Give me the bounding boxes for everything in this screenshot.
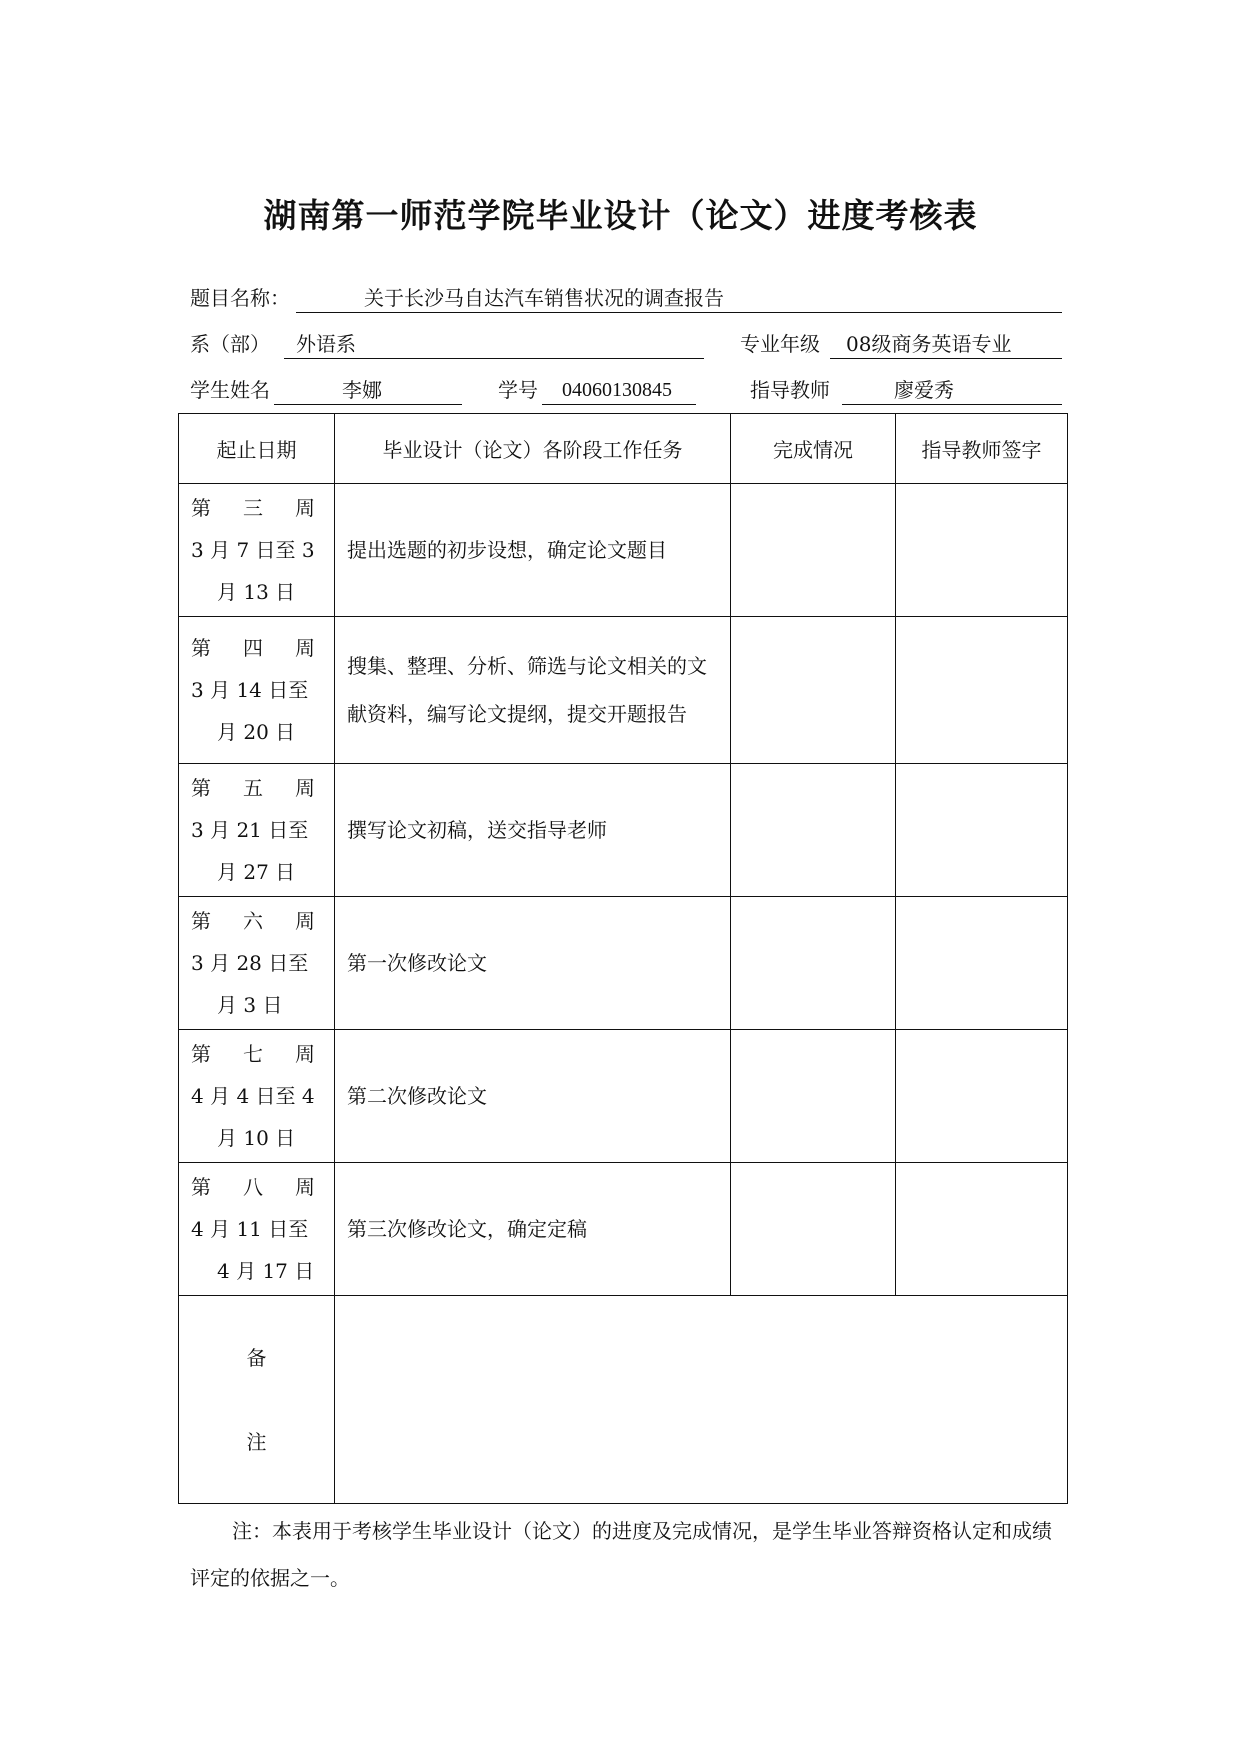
header-date: 起止日期	[179, 414, 335, 484]
status-cell[interactable]	[731, 484, 896, 617]
date-cell	[179, 1030, 335, 1163]
table-row	[179, 764, 1068, 897]
task-cell: 提出选题的初步设想，确定论文题目	[335, 484, 731, 617]
table-row	[179, 1163, 1068, 1296]
task-cell: 搜集、整理、分析、筛选与论文相关的文献资料，编写论文提纲，提交开题报告	[335, 617, 731, 764]
week-name: 第 八 周	[191, 1175, 315, 1199]
week-name: 第 三 周	[191, 496, 315, 520]
status-cell[interactable]	[731, 1030, 896, 1163]
id-underline	[542, 404, 696, 405]
date-cell	[179, 484, 335, 617]
date-start: 3 月 14 日至	[191, 678, 309, 702]
table-row	[179, 617, 1068, 764]
major-underline	[830, 358, 1062, 359]
topic-value: 关于长沙马自达汽车销售状况的调查报告	[364, 286, 724, 310]
remark-label-1: 备	[246, 1345, 267, 1370]
signature-cell[interactable]	[896, 897, 1068, 1030]
topic-line	[190, 282, 1062, 314]
name-value: 李娜	[342, 378, 382, 402]
topic-underline	[296, 312, 1062, 313]
status-cell[interactable]	[731, 897, 896, 1030]
progress-table	[178, 413, 1068, 1504]
signature-cell[interactable]	[896, 1163, 1068, 1296]
date-end: 月 13 日	[217, 580, 296, 604]
dept-value: 外语系	[296, 332, 356, 356]
week-name: 第 四 周	[191, 636, 315, 660]
table-row	[179, 897, 1068, 1030]
dept-label: 系（部）	[190, 332, 270, 356]
task-cell: 第三次修改论文，确定定稿	[335, 1163, 731, 1296]
remark-row	[179, 1296, 1068, 1504]
remark-label-cell	[179, 1296, 335, 1504]
date-cell	[179, 617, 335, 764]
id-label: 学号	[498, 378, 538, 402]
remark-content-cell[interactable]	[335, 1296, 1068, 1504]
week-name: 第 七 周	[191, 1042, 315, 1066]
signature-cell[interactable]	[896, 484, 1068, 617]
date-start: 4 月 4 日至 4	[191, 1084, 315, 1108]
signature-cell[interactable]	[896, 617, 1068, 764]
header-status: 完成情况	[731, 414, 896, 484]
status-cell[interactable]	[731, 1163, 896, 1296]
week-name: 第 六 周	[191, 909, 315, 933]
date-start: 3 月 21 日至	[191, 818, 309, 842]
date-cell	[179, 764, 335, 897]
date-start: 3 月 28 日至	[191, 951, 309, 975]
name-label: 学生姓名	[190, 378, 270, 402]
header-task: 毕业设计（论文）各阶段工作任务	[335, 414, 731, 484]
page-title: 湖南第一师范学院毕业设计（论文）进度考核表	[263, 196, 978, 235]
dept-line	[190, 328, 1062, 360]
table-header-row	[179, 414, 1068, 484]
date-end: 月 20 日	[217, 720, 296, 744]
id-value: 04060130845	[562, 379, 672, 401]
date-end: 4 月 17 日	[217, 1259, 315, 1283]
date-end: 月 10 日	[217, 1126, 296, 1150]
date-start: 3 月 7 日至 3	[191, 538, 315, 562]
student-line	[190, 374, 1062, 406]
date-cell	[179, 897, 335, 1030]
task-cell: 第二次修改论文	[335, 1030, 731, 1163]
major-label: 专业年级	[740, 332, 820, 356]
major-value: 08级商务英语专业	[846, 332, 1012, 356]
header-signature: 指导教师签字	[896, 414, 1068, 484]
date-start: 4 月 11 日至	[191, 1217, 309, 1241]
signature-cell[interactable]	[896, 1030, 1068, 1163]
date-cell	[179, 1163, 335, 1296]
date-end: 月 3 日	[217, 993, 283, 1017]
name-underline	[274, 404, 462, 405]
topic-label: 题目名称：	[190, 286, 290, 310]
status-cell[interactable]	[731, 617, 896, 764]
task-cell: 撰写论文初稿，送交指导老师	[335, 764, 731, 897]
status-cell[interactable]	[731, 764, 896, 897]
advisor-underline	[842, 404, 1062, 405]
table-row	[179, 1030, 1068, 1163]
signature-cell[interactable]	[896, 764, 1068, 897]
dept-underline	[284, 358, 704, 359]
task-cell: 第一次修改论文	[335, 897, 731, 1030]
date-end: 月 27 日	[217, 860, 296, 884]
footnote: 注：本表用于考核学生毕业设计（论文）的进度及完成情况，是学生毕业答辩资格认定和成绩评定的依据之一。	[190, 1519, 1052, 1590]
remark-label-2: 注	[246, 1429, 267, 1454]
week-name: 第 五 周	[191, 776, 315, 800]
advisor-label: 指导教师	[750, 378, 830, 402]
advisor-value: 廖爱秀	[894, 378, 954, 402]
table-row	[179, 484, 1068, 617]
